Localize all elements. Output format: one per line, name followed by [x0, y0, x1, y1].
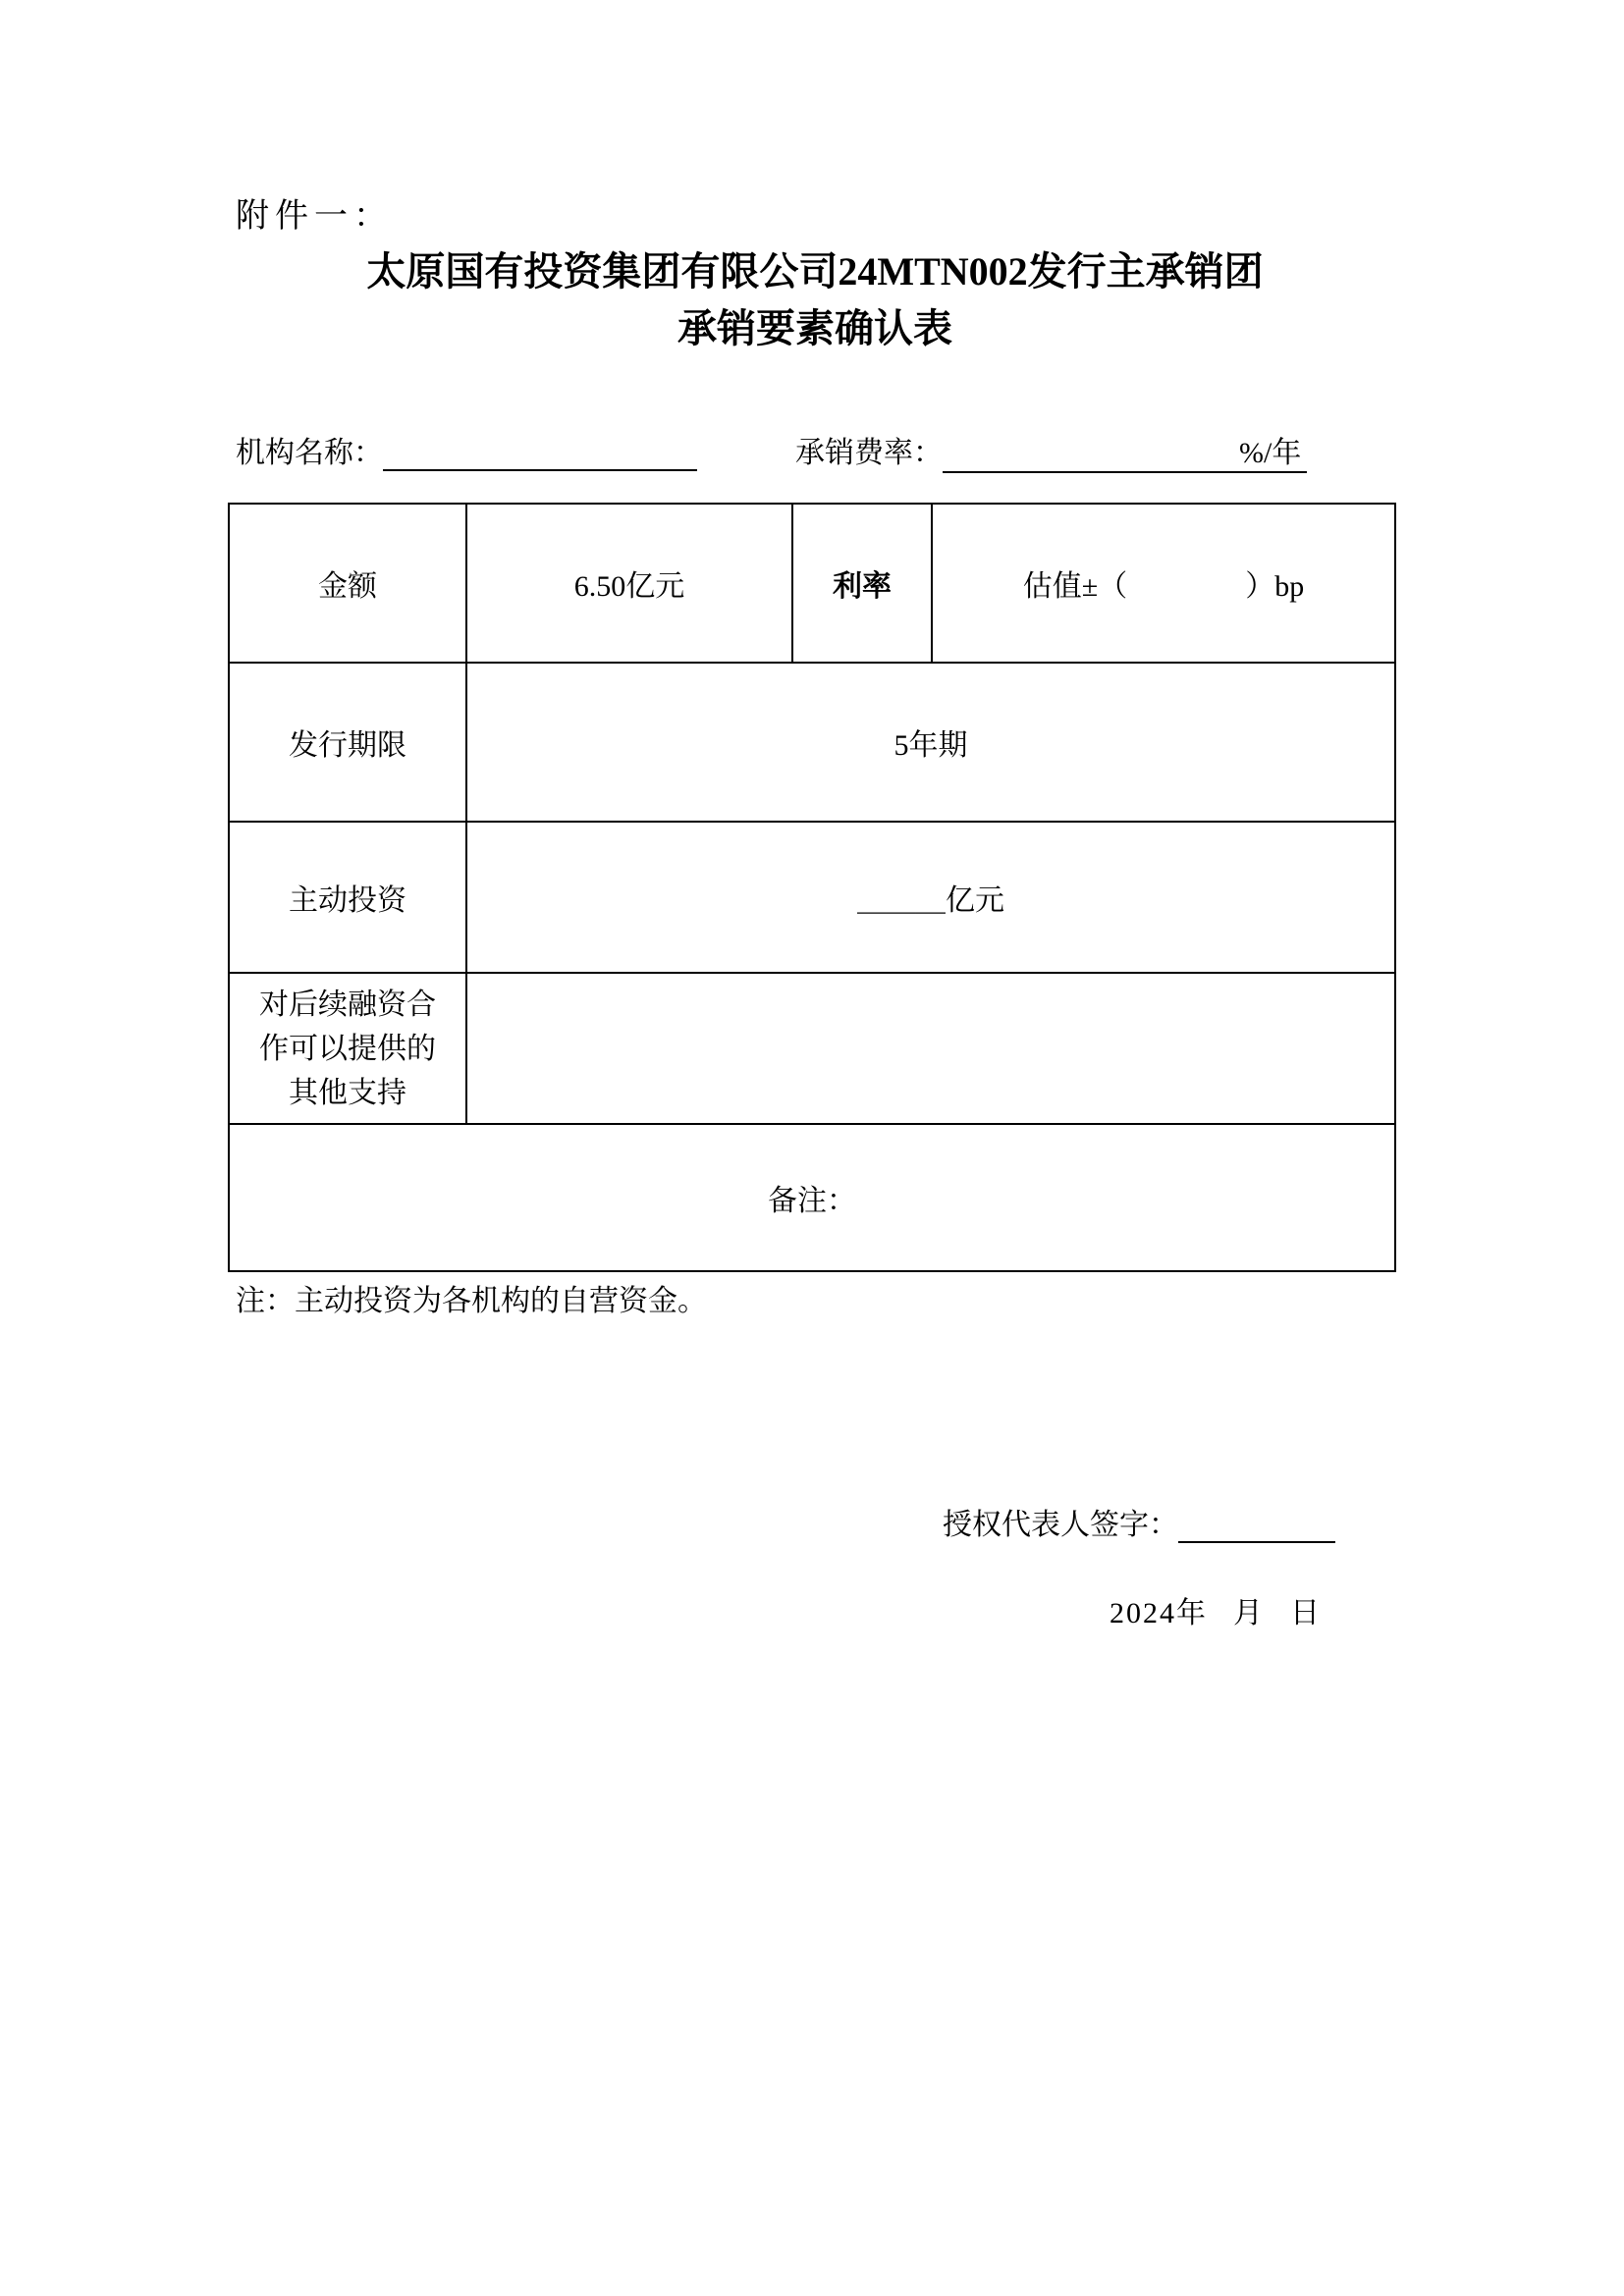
row-label-amount: 金额 — [229, 504, 466, 663]
signature-date — [943, 1588, 1394, 1631]
row-value-other-support[interactable] — [466, 973, 1395, 1124]
table-row — [229, 663, 1395, 822]
header-fields — [236, 428, 1394, 467]
date-year: 2024年 — [1110, 1597, 1208, 1629]
page-title — [236, 243, 1394, 357]
date-month: 月 — [1233, 1597, 1265, 1629]
row-label-remark[interactable]: 备注： — [229, 1124, 1395, 1271]
table-row — [229, 504, 1395, 663]
institution-input[interactable] — [383, 440, 697, 471]
signature-line — [943, 1500, 1394, 1543]
signature-label: 授权代表人签字： — [943, 1509, 1178, 1541]
row-value-term: 5年期 — [466, 663, 1395, 822]
row-label-rate: 利率 — [792, 504, 932, 663]
row-label-active-investment: 主动投资 — [229, 822, 466, 973]
other-support-line-3: 其他支持 — [289, 1076, 406, 1109]
title-line-2: 承销要素确认表 — [677, 306, 952, 350]
row-value-active-investment[interactable]: ＿＿＿亿元 — [466, 822, 1395, 973]
underwriting-elements-table — [228, 503, 1396, 1272]
title-line-1: 太原国有投资集团有限公司24MTN002发行主承销团 — [366, 249, 1264, 294]
institution-label: 机构名称： — [236, 437, 383, 469]
table-row — [229, 973, 1395, 1124]
table-note: 注：主动投资为各机构的自营资金。 — [236, 1285, 707, 1317]
row-label-other-support — [229, 973, 466, 1124]
signature-input[interactable] — [1178, 1512, 1335, 1543]
fee-rate-input[interactable] — [943, 442, 1237, 473]
attachment-label: 附件一： — [236, 198, 393, 235]
date-day: 日 — [1290, 1597, 1322, 1629]
row-label-term: 发行期限 — [229, 663, 466, 822]
fee-rate-field — [795, 428, 1307, 473]
table-row — [229, 1124, 1395, 1271]
fee-rate-unit: %/年 — [1237, 428, 1307, 473]
row-value-amount: 6.50亿元 — [466, 504, 792, 663]
fee-rate-label: 承销费率： — [795, 437, 943, 469]
table-row — [229, 822, 1395, 973]
other-support-line-1: 对后续融资合 — [259, 988, 436, 1021]
other-support-line-2: 作可以提供的 — [259, 1032, 436, 1065]
row-value-rate[interactable]: 估值±（ ）bp — [932, 504, 1395, 663]
institution-field — [236, 428, 697, 471]
signature-block — [943, 1500, 1394, 1631]
